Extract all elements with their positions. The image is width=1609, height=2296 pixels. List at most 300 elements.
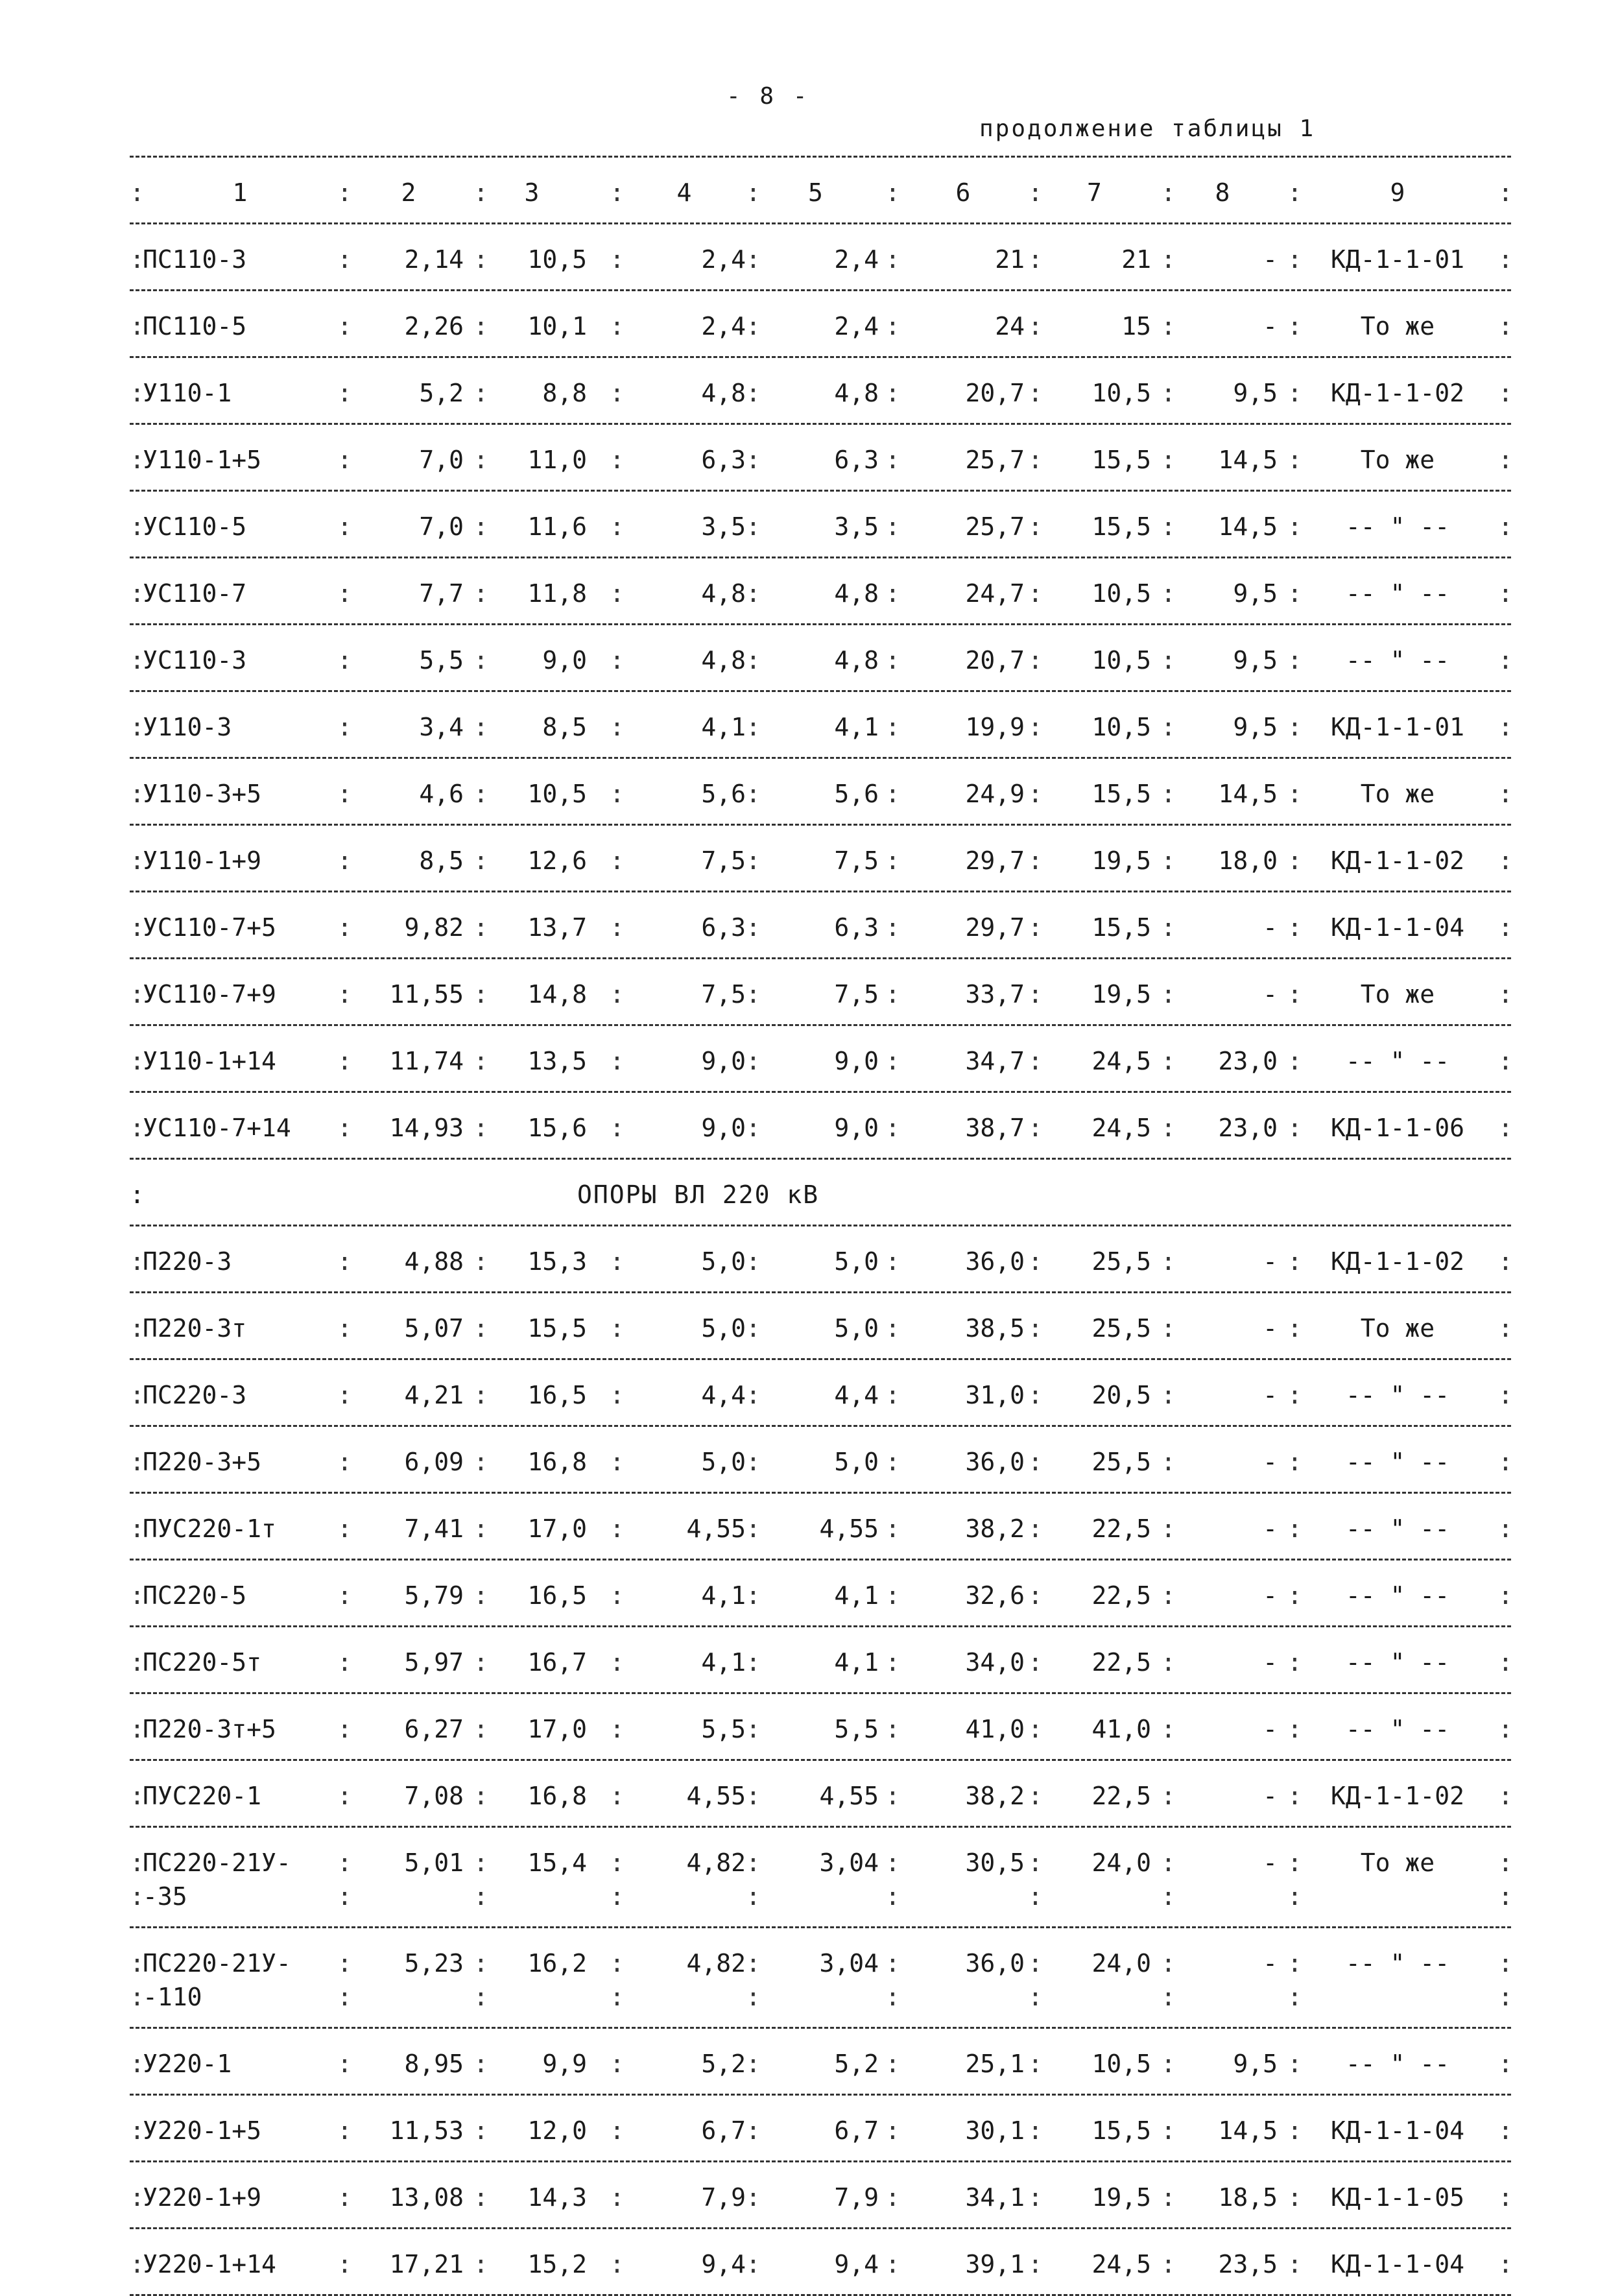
column-separator: : xyxy=(1161,1114,1176,1142)
column-separator: : xyxy=(1161,1314,1176,1343)
cell-col-4: 4,8 xyxy=(701,646,746,675)
column-separator: : xyxy=(885,646,900,675)
cell-col-2: 4,21 xyxy=(404,1381,464,1409)
column-separator: : xyxy=(1287,1581,1302,1610)
cell-col-7: 15,5 xyxy=(1091,2116,1151,2145)
column-separator: : xyxy=(337,713,352,741)
column-separator: : xyxy=(1498,2050,1513,2078)
column-header-3: 3 xyxy=(524,178,540,207)
column-separator: : xyxy=(337,1114,352,1142)
column-separator: : xyxy=(610,1949,625,1978)
column-separator: : xyxy=(885,1247,900,1276)
cell-col-4: 7,5 xyxy=(701,846,746,875)
column-separator: : xyxy=(337,2116,352,2145)
column-separator: : xyxy=(885,178,900,207)
section-title: ОПОРЫ ВЛ 220 кВ xyxy=(577,1180,820,1209)
column-separator: : xyxy=(746,1247,761,1276)
column-separator: : xyxy=(746,579,761,608)
column-separator: : xyxy=(1287,1949,1302,1978)
column-separator: : xyxy=(1287,245,1302,274)
cell-col-7: 25,5 xyxy=(1091,1448,1151,1476)
cell-col-6: 36,0 xyxy=(965,1247,1025,1276)
cell-col-6: 33,7 xyxy=(965,980,1025,1009)
cell-col-5: 4,8 xyxy=(834,379,879,407)
column-header-4: 4 xyxy=(676,178,692,207)
cell-col-8: 14,5 xyxy=(1218,780,1278,808)
cell-col-9: КД-1-1-02 xyxy=(1331,1782,1464,1810)
column-separator: : xyxy=(1028,579,1043,608)
column-separator: : xyxy=(746,1581,761,1610)
column-separator: : xyxy=(1498,178,1513,207)
support-type: ПС220-21У- xyxy=(143,1848,291,1877)
support-type: П220-3т+5 xyxy=(143,1715,276,1743)
column-separator: : xyxy=(473,913,488,942)
support-type: ПС220-3 xyxy=(143,1381,247,1409)
column-separator: : xyxy=(1287,512,1302,541)
column-separator: : xyxy=(1498,1381,1513,1409)
column-separator: : xyxy=(610,1581,625,1610)
column-separator: : xyxy=(610,1983,625,2011)
column-separator: : xyxy=(1287,2183,1302,2212)
column-separator: : xyxy=(1287,1247,1302,1276)
support-type: ПС220-5 xyxy=(143,1581,247,1610)
column-separator: : xyxy=(337,1882,352,1911)
support-type: У110-1 xyxy=(143,379,232,407)
cell-col-6: 30,1 xyxy=(965,2116,1025,2145)
cell-col-2: 5,5 xyxy=(419,646,464,675)
column-separator: : xyxy=(1287,1648,1302,1677)
support-type: УС110-7+14 xyxy=(143,1114,291,1142)
column-header-1: 1 xyxy=(232,178,248,207)
column-separator: : xyxy=(130,1581,145,1610)
cell-col-8: - xyxy=(1263,312,1278,341)
column-separator: : xyxy=(610,245,625,274)
cell-col-9: КД-1-1-01 xyxy=(1331,713,1464,741)
cell-col-8: 14,5 xyxy=(1218,512,1278,541)
column-separator: : xyxy=(1287,379,1302,407)
column-separator: : xyxy=(1028,1983,1043,2011)
column-separator: : xyxy=(746,1381,761,1409)
column-separator: : xyxy=(746,980,761,1009)
column-separator: : xyxy=(337,1949,352,1978)
column-separator: : xyxy=(1028,980,1043,1009)
column-separator: : xyxy=(473,1648,488,1677)
column-separator: : xyxy=(337,512,352,541)
cell-col-4: 6,3 xyxy=(701,446,746,474)
table-row xyxy=(130,358,1511,423)
cell-col-8: 9,5 xyxy=(1233,646,1278,675)
cell-col-6: 34,1 xyxy=(965,2183,1025,2212)
column-separator: : xyxy=(885,512,900,541)
cell-col-6: 24,9 xyxy=(965,780,1025,808)
cell-col-5: 4,55 xyxy=(819,1514,879,1543)
column-separator: : xyxy=(885,1983,900,2011)
column-separator: : xyxy=(1161,1047,1176,1075)
column-separator: : xyxy=(130,913,145,942)
column-separator: : xyxy=(885,1715,900,1743)
column-separator: : xyxy=(1161,846,1176,875)
table-row xyxy=(130,1494,1511,1559)
cell-col-6: 19,9 xyxy=(965,713,1025,741)
data-table xyxy=(130,156,1511,2296)
support-type: У220-1+9 xyxy=(143,2183,262,2212)
cell-col-7: 15,5 xyxy=(1091,780,1151,808)
cell-col-6: 25,1 xyxy=(965,2050,1025,2078)
support-type: П220-3т xyxy=(143,1314,247,1343)
cell-col-9: -- " -- xyxy=(1345,1514,1450,1543)
column-separator: : xyxy=(473,245,488,274)
column-separator: : xyxy=(1028,1448,1043,1476)
cell-col-3: 16,5 xyxy=(527,1381,587,1409)
column-separator: : xyxy=(337,245,352,274)
column-separator: : xyxy=(746,646,761,675)
cell-col-6: 41,0 xyxy=(965,1715,1025,1743)
column-separator: : xyxy=(337,1381,352,1409)
table-row xyxy=(130,1093,1511,1158)
cell-col-8: 9,5 xyxy=(1233,713,1278,741)
cell-col-2: 6,27 xyxy=(404,1715,464,1743)
column-separator: : xyxy=(885,1782,900,1810)
cell-col-3: 15,6 xyxy=(527,1114,587,1142)
column-separator: : xyxy=(337,646,352,675)
column-separator: : xyxy=(1498,1782,1513,1810)
cell-col-8: 23,0 xyxy=(1218,1047,1278,1075)
cell-col-8: - xyxy=(1263,1848,1278,1877)
cell-col-6: 20,7 xyxy=(965,379,1025,407)
column-separator: : xyxy=(610,1782,625,1810)
cell-col-8: 23,5 xyxy=(1218,2250,1278,2278)
column-separator: : xyxy=(746,1114,761,1142)
cell-col-8: - xyxy=(1263,1581,1278,1610)
cell-col-3: 9,0 xyxy=(542,646,587,675)
cell-col-9: -- " -- xyxy=(1345,2050,1450,2078)
cell-col-2: 2,14 xyxy=(404,245,464,274)
column-separator: : xyxy=(1498,1581,1513,1610)
column-separator: : xyxy=(1498,1314,1513,1343)
column-separator: : xyxy=(337,980,352,1009)
column-separator: : xyxy=(1287,2116,1302,2145)
column-separator: : xyxy=(885,1314,900,1343)
column-separator: : xyxy=(1028,713,1043,741)
column-separator: : xyxy=(130,1949,145,1978)
cell-col-6: 24,7 xyxy=(965,579,1025,608)
support-type: ПС110-5 xyxy=(143,312,247,341)
column-separator: : xyxy=(885,1848,900,1877)
column-separator: : xyxy=(1028,1114,1043,1142)
cell-col-5: 4,1 xyxy=(834,1648,879,1677)
column-separator: : xyxy=(1028,1648,1043,1677)
column-separator: : xyxy=(337,1715,352,1743)
cell-col-7: 19,5 xyxy=(1091,2183,1151,2212)
column-separator: : xyxy=(130,846,145,875)
cell-col-4: 9,0 xyxy=(701,1047,746,1075)
cell-col-3: 13,7 xyxy=(527,913,587,942)
cell-col-8: 9,5 xyxy=(1233,579,1278,608)
column-separator: : xyxy=(473,1047,488,1075)
cell-col-9: То же xyxy=(1360,312,1435,341)
column-separator: : xyxy=(885,1648,900,1677)
cell-col-5: 7,5 xyxy=(834,846,879,875)
column-separator: : xyxy=(130,2250,145,2278)
cell-col-3: 14,3 xyxy=(527,2183,587,2212)
column-separator: : xyxy=(1161,579,1176,608)
support-type: УС110-7 xyxy=(143,579,247,608)
column-separator: : xyxy=(1287,1782,1302,1810)
column-separator: : xyxy=(746,2050,761,2078)
column-separator: : xyxy=(130,1715,145,1743)
column-separator: : xyxy=(473,1715,488,1743)
cell-col-5: 5,0 xyxy=(834,1247,879,1276)
column-separator: : xyxy=(473,2250,488,2278)
cell-col-8: 9,5 xyxy=(1233,2050,1278,2078)
table-row xyxy=(130,224,1511,289)
cell-col-6: 30,5 xyxy=(965,1848,1025,1877)
column-separator: : xyxy=(1161,446,1176,474)
column-separator: : xyxy=(746,379,761,407)
column-separator: : xyxy=(1028,1882,1043,1911)
cell-col-4: 4,1 xyxy=(701,1648,746,1677)
column-separator: : xyxy=(473,1983,488,2011)
column-separator: : xyxy=(1028,1782,1043,1810)
cell-col-6: 31,0 xyxy=(965,1381,1025,1409)
cell-col-9: КД-1-1-04 xyxy=(1331,2250,1464,2278)
column-separator: : xyxy=(885,579,900,608)
column-separator: : xyxy=(1028,1247,1043,1276)
cell-col-9: -- " -- xyxy=(1345,512,1450,541)
column-separator: : xyxy=(1287,312,1302,341)
column-separator: : xyxy=(130,1782,145,1810)
cell-col-2: 7,41 xyxy=(404,1514,464,1543)
cell-col-6: 38,7 xyxy=(965,1114,1025,1142)
column-separator: : xyxy=(1498,1848,1513,1877)
cell-col-9: КД-1-1-04 xyxy=(1331,2116,1464,2145)
cell-col-3: 17,0 xyxy=(527,1514,587,1543)
column-separator: : xyxy=(130,1848,145,1877)
column-separator: : xyxy=(1161,913,1176,942)
column-separator: : xyxy=(1028,913,1043,942)
column-separator: : xyxy=(746,2116,761,2145)
cell-col-8: 18,5 xyxy=(1218,2183,1278,2212)
cell-col-9: -- " -- xyxy=(1345,1448,1450,1476)
cell-col-2: 5,01 xyxy=(404,1848,464,1877)
column-separator: : xyxy=(746,846,761,875)
column-separator: : xyxy=(746,1314,761,1343)
column-separator: : xyxy=(1161,1983,1176,2011)
cell-col-8: - xyxy=(1263,1514,1278,1543)
cell-col-8: - xyxy=(1263,1247,1278,1276)
table-row xyxy=(130,492,1511,556)
table-row xyxy=(130,1694,1511,1759)
column-separator: : xyxy=(746,2250,761,2278)
cell-col-7: 22,5 xyxy=(1091,1648,1151,1677)
column-separator: : xyxy=(473,1381,488,1409)
support-type: У220-1 xyxy=(143,2050,232,2078)
cell-col-2: 5,23 xyxy=(404,1949,464,1978)
column-separator: : xyxy=(1161,1648,1176,1677)
column-separator: : xyxy=(1161,646,1176,675)
support-type: УС110-7+5 xyxy=(143,913,276,942)
column-separator: : xyxy=(1287,1314,1302,1343)
table-header-row xyxy=(130,158,1511,222)
table-row xyxy=(130,625,1511,690)
cell-col-7: 24,5 xyxy=(1091,1047,1151,1075)
column-separator: : xyxy=(885,1949,900,1978)
cell-col-3: 10,5 xyxy=(527,780,587,808)
cell-col-3: 10,5 xyxy=(527,245,587,274)
column-separator: : xyxy=(746,2183,761,2212)
column-separator: : xyxy=(746,1848,761,1877)
column-separator: : xyxy=(1161,1381,1176,1409)
column-separator: : xyxy=(885,980,900,1009)
cell-col-2: 2,26 xyxy=(404,312,464,341)
column-separator: : xyxy=(473,846,488,875)
column-separator: : xyxy=(1498,512,1513,541)
column-separator: : xyxy=(130,1114,145,1142)
cell-col-7: 10,5 xyxy=(1091,579,1151,608)
support-type: ПС110-3 xyxy=(143,245,247,274)
cell-col-3: 11,8 xyxy=(527,579,587,608)
support-type: П220-3 xyxy=(143,1247,232,1276)
column-separator: : xyxy=(473,2116,488,2145)
cell-col-2: 7,08 xyxy=(404,1782,464,1810)
column-separator: : xyxy=(1161,1848,1176,1877)
cell-col-4: 5,6 xyxy=(701,780,746,808)
cell-col-3: 12,6 xyxy=(527,846,587,875)
column-separator: : xyxy=(1028,1581,1043,1610)
cell-col-2: 9,82 xyxy=(404,913,464,942)
cell-col-3: 9,9 xyxy=(542,2050,587,2078)
column-separator: : xyxy=(337,1848,352,1877)
cell-col-3: 16,5 xyxy=(527,1581,587,1610)
cell-col-7: 41,0 xyxy=(1091,1715,1151,1743)
column-separator: : xyxy=(473,1581,488,1610)
column-separator: : xyxy=(130,2183,145,2212)
cell-col-3: 11,0 xyxy=(527,446,587,474)
cell-col-7: 10,5 xyxy=(1091,2050,1151,2078)
table-row xyxy=(130,425,1511,490)
column-separator: : xyxy=(885,2183,900,2212)
cell-col-7: 20,5 xyxy=(1091,1381,1151,1409)
cell-col-7: 25,5 xyxy=(1091,1247,1151,1276)
column-separator: : xyxy=(885,846,900,875)
cell-col-8: 18,0 xyxy=(1218,846,1278,875)
cell-col-8: - xyxy=(1263,245,1278,274)
column-separator: : xyxy=(1287,980,1302,1009)
cell-col-6: 25,7 xyxy=(965,512,1025,541)
column-separator: : xyxy=(1287,1882,1302,1911)
cell-col-3: 16,8 xyxy=(527,1448,587,1476)
column-separator: : xyxy=(1028,2050,1043,2078)
cell-col-2: 7,7 xyxy=(419,579,464,608)
column-separator: : xyxy=(1498,1949,1513,1978)
cell-col-5: 4,8 xyxy=(834,579,879,608)
column-separator: : xyxy=(610,1114,625,1142)
cell-col-7: 25,5 xyxy=(1091,1314,1151,1343)
column-separator: : xyxy=(885,245,900,274)
column-separator: : xyxy=(1028,780,1043,808)
table-row xyxy=(130,1761,1511,1826)
column-separator: : xyxy=(1161,980,1176,1009)
cell-col-5: 2,4 xyxy=(834,245,879,274)
cell-col-4: 5,0 xyxy=(701,1448,746,1476)
cell-col-3: 10,1 xyxy=(527,312,587,341)
column-separator: : xyxy=(1498,1648,1513,1677)
cell-col-4: 4,82 xyxy=(686,1949,746,1978)
column-separator: : xyxy=(473,1314,488,1343)
cell-col-6: 39,1 xyxy=(965,2250,1025,2278)
column-separator: : xyxy=(746,178,761,207)
column-separator: : xyxy=(885,2050,900,2078)
cell-col-5: 6,7 xyxy=(834,2116,879,2145)
cell-col-6: 20,7 xyxy=(965,646,1025,675)
column-separator: : xyxy=(746,713,761,741)
cell-col-2: 5,79 xyxy=(404,1581,464,1610)
column-separator: : xyxy=(610,846,625,875)
column-separator: : xyxy=(1498,2183,1513,2212)
column-header-9: 9 xyxy=(1390,178,1405,207)
cell-col-8: 14,5 xyxy=(1218,446,1278,474)
column-separator: : xyxy=(130,245,145,274)
column-separator: : xyxy=(1161,512,1176,541)
column-separator: : xyxy=(473,446,488,474)
cell-col-5: 4,4 xyxy=(834,1381,879,1409)
cell-col-2: 17,21 xyxy=(389,2250,464,2278)
column-separator: : xyxy=(1498,713,1513,741)
column-separator: : xyxy=(1287,713,1302,741)
cell-col-6: 34,7 xyxy=(965,1047,1025,1075)
cell-col-7: 10,5 xyxy=(1091,379,1151,407)
column-header-2: 2 xyxy=(401,178,416,207)
column-separator: : xyxy=(746,780,761,808)
cell-col-7: 10,5 xyxy=(1091,646,1151,675)
column-separator: : xyxy=(1287,446,1302,474)
column-separator: : xyxy=(1287,1715,1302,1743)
column-separator: : xyxy=(1028,178,1043,207)
support-type: У220-1+14 xyxy=(143,2250,276,2278)
cell-col-9: КД-1-1-05 xyxy=(1331,2183,1464,2212)
cell-col-5: 5,6 xyxy=(834,780,879,808)
column-separator: : xyxy=(337,1448,352,1476)
column-separator: : xyxy=(473,2050,488,2078)
column-separator: : xyxy=(610,980,625,1009)
column-separator: : xyxy=(130,1648,145,1677)
table-row xyxy=(130,959,1511,1024)
column-separator: : xyxy=(473,980,488,1009)
column-separator: : xyxy=(1028,1715,1043,1743)
cell-col-4: 5,0 xyxy=(701,1314,746,1343)
column-separator: : xyxy=(130,1882,145,1911)
cell-col-5: 4,1 xyxy=(834,713,879,741)
column-separator: : xyxy=(337,1983,352,2011)
column-separator: : xyxy=(1161,178,1176,207)
support-type: П220-3+5 xyxy=(143,1448,262,1476)
column-separator: : xyxy=(337,2183,352,2212)
cell-col-4: 6,3 xyxy=(701,913,746,942)
column-separator: : xyxy=(473,1882,488,1911)
column-separator: : xyxy=(746,512,761,541)
column-separator: : xyxy=(130,178,145,207)
column-separator: : xyxy=(1287,579,1302,608)
support-type: УС110-3 xyxy=(143,646,247,675)
cell-col-5: 4,8 xyxy=(834,646,879,675)
column-separator: : xyxy=(746,1949,761,1978)
page-number: - 8 - xyxy=(726,83,810,110)
column-separator: : xyxy=(610,646,625,675)
cell-col-5: 5,0 xyxy=(834,1314,879,1343)
column-separator: : xyxy=(1498,379,1513,407)
column-separator: : xyxy=(130,579,145,608)
cell-col-5: 5,0 xyxy=(834,1448,879,1476)
